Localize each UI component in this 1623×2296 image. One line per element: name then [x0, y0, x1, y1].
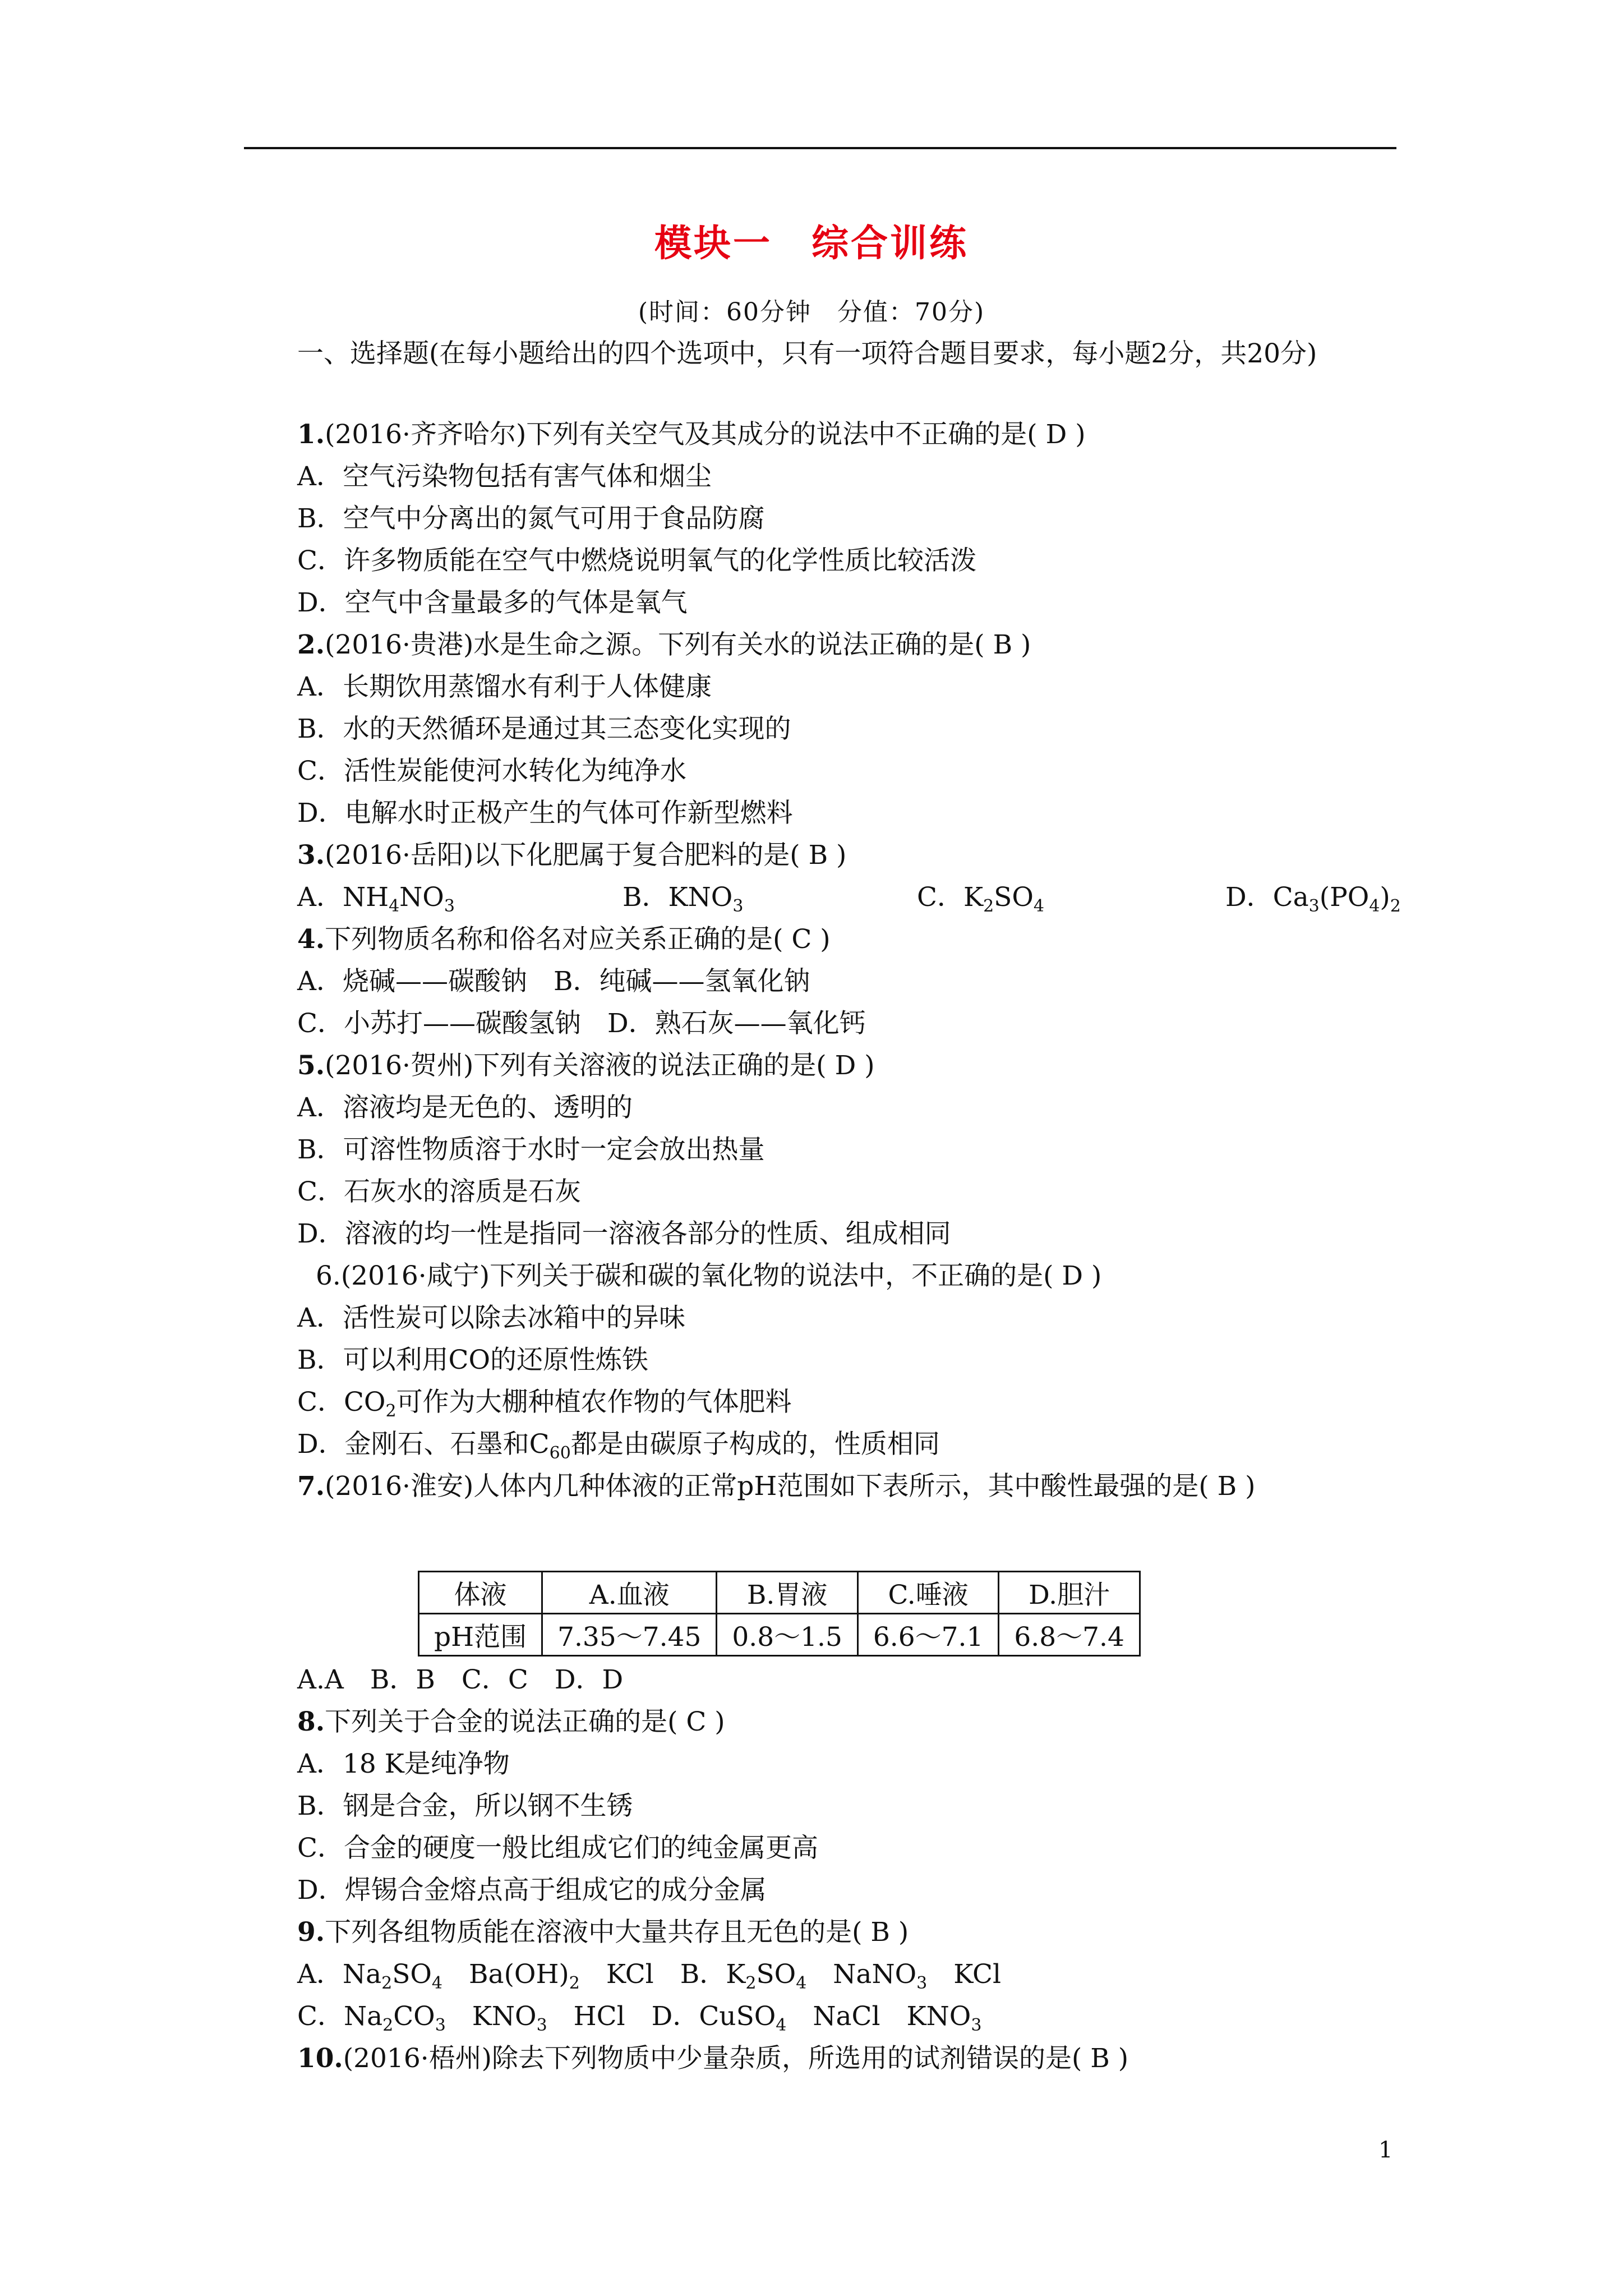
- q5-option-b: B．可溶性物质溶于水时一定会放出热量: [297, 1134, 765, 1165]
- q4-options-cd: C．小苏打——碳酸氢钠 D．熟石灰——氧化钙: [297, 1008, 866, 1039]
- ph-range-table: [418, 1571, 1141, 1657]
- q6-option-c: C．$CO_2$可作为大棚种植农作物的气体肥料: [297, 1387, 792, 1421]
- q2-option-c: C．活性炭能使河水转化为纯净水: [297, 756, 686, 786]
- q8-option-d: D．焊锡合金熔点高于组成它的成分金属: [297, 1875, 767, 1906]
- q2-option-b: B．水的天然循环是通过其三态变化实现的: [297, 714, 791, 744]
- q8-option-b: B．钢是合金，所以钢不生锈: [297, 1791, 633, 1821]
- q3-option-a: A．$NH_4NO_3$: [297, 882, 455, 916]
- table-cell: B.胃液: [717, 1572, 858, 1614]
- q1-option-d: D．空气中含量最多的气体是氧气: [297, 587, 688, 618]
- q3-option-b: B．$KNO_3$: [623, 882, 744, 916]
- table-cell: D.胆汁: [999, 1572, 1140, 1614]
- question-8: 8.下列关于合金的说法正确的是( C ): [297, 1706, 725, 1737]
- question-3: 3.(2016·岳阳)以下化肥属于复合肥料的是( B ): [297, 840, 847, 871]
- q9-options-ab: A．$Na_2SO_4$ $Ba(OH)_2$ KCl B．$K_2SO_4$ NaNO$_3$ KCl: [297, 1959, 1002, 1993]
- table-cell: A.血液: [542, 1572, 717, 1614]
- question-7: 7.(2016·淮安)人体内几种体液的正常pH范围如下表所示，其中酸性最强的是( B ): [297, 1471, 1256, 1502]
- q1-option-b: B．空气中分离出的氮气可用于食品防腐: [297, 503, 765, 534]
- page-title: 模块一 综合训练: [654, 222, 969, 265]
- table-cell: C.唾液: [857, 1572, 999, 1614]
- question-1: 1.(2016·齐齐哈尔)下列有关空气及其成分的说法中不正确的是( D ): [297, 419, 1086, 450]
- table-cell: 体液: [419, 1572, 542, 1614]
- table-header-row: [419, 1572, 1140, 1614]
- q8-option-c: C．合金的硬度一般比组成它们的纯金属更高: [297, 1833, 818, 1864]
- q7-options: A.A B．B C．C D．D: [297, 1664, 624, 1695]
- q6-option-b: B．可以利用CO的还原性炼铁: [297, 1345, 649, 1375]
- table-row: [419, 1614, 1140, 1656]
- question-9: 9.下列各组物质能在溶液中大量共存且无色的是( B ): [297, 1917, 909, 1948]
- q5-option-c: C．石灰水的溶质是石灰: [297, 1176, 581, 1207]
- q5-option-a: A．溶液均是无色的、透明的: [297, 1092, 633, 1123]
- question-2: 2.(2016·贵港)水是生命之源。下列有关水的说法正确的是( B ): [297, 629, 1031, 660]
- table-cell: 6.8～7.4: [999, 1614, 1140, 1656]
- section-heading: 一、选择题(在每小题给出的四个选项中，只有一项符合题目要求，每小题2分，共20分): [297, 338, 1317, 369]
- header-rule: [244, 147, 1396, 149]
- table-cell: pH范围: [419, 1614, 542, 1656]
- table-cell: 6.6～7.1: [857, 1614, 999, 1656]
- q4-options-ab: A．烧碱——碳酸钠 B．纯碱——氢氧化钠: [297, 966, 810, 997]
- q2-option-d: D．电解水时正极产生的气体可作新型燃料: [297, 798, 793, 829]
- q9-options-cd: C．$Na_2CO_3$ $KNO_3$ HCl D．CuSO$_4$ NaCl $KNO_3$: [297, 2001, 982, 2035]
- question-10: 10.(2016·梧州)除去下列物质中少量杂质，所选用的试剂错误的是( B ): [297, 2043, 1129, 2074]
- question-5: 5.(2016·贺州)下列有关溶液的说法正确的是( D ): [297, 1050, 875, 1081]
- question-6: 6.(2016·咸宁)下列关于碳和碳的氧化物的说法中，不正确的是( D ): [316, 1260, 1102, 1291]
- table-cell: 0.8～1.5: [717, 1614, 858, 1656]
- q3-option-d: D．$Ca_3(PO_4)_2$: [1225, 882, 1401, 916]
- question-4: 4.下列物质名称和俗名对应关系正确的是( C ): [297, 924, 831, 955]
- q1-option-a: A．空气污染物包括有害气体和烟尘: [297, 461, 712, 492]
- q6-option-a: A．活性炭可以除去冰箱中的异味: [297, 1303, 685, 1333]
- q5-option-d: D．溶液的均一性是指同一溶液各部分的性质、组成相同: [297, 1218, 951, 1249]
- q8-option-a: A．18 K是纯净物: [297, 1749, 510, 1779]
- exam-meta: (时间：60分钟 分值：70分): [638, 298, 985, 326]
- page-number: 1: [1378, 2137, 1393, 2163]
- table-cell: 7.35～7.45: [542, 1614, 717, 1656]
- q2-option-a: A．长期饮用蒸馏水有利于人体健康: [297, 671, 712, 702]
- q6-option-d: D．金刚石、石墨和$C_{60}$都是由碳原子构成的，性质相同: [297, 1429, 940, 1463]
- q3-option-c: C．$K_2SO_4$: [917, 882, 1044, 916]
- q1-option-c: C．许多物质能在空气中燃烧说明氧气的化学性质比较活泼: [297, 545, 976, 576]
